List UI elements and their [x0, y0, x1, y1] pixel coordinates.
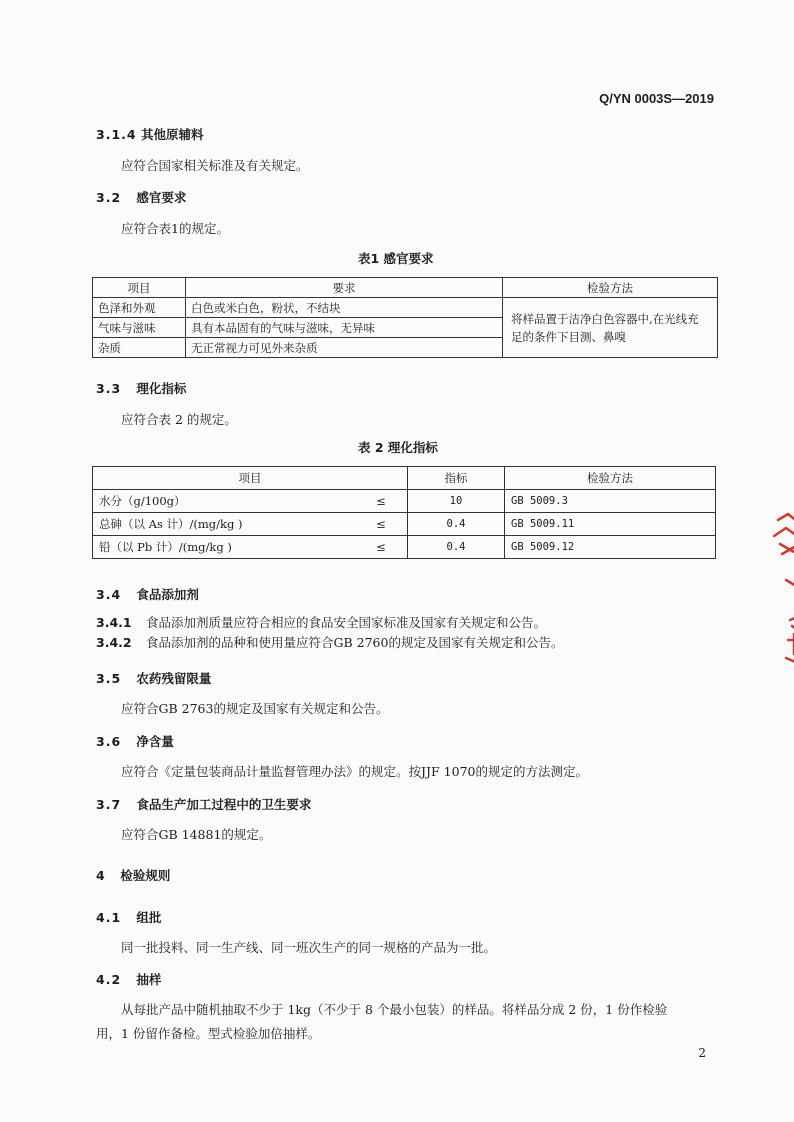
cell-requirement: 无正常视力可见外来杂质	[186, 338, 503, 358]
header-cell: 要求	[186, 278, 503, 298]
table2-caption: 表 2 理化指标	[358, 440, 438, 455]
heading-title: 检验规则	[120, 868, 171, 883]
subclause-number: 3.4.1	[96, 615, 132, 630]
paragraph: 应符合表1的规定。	[121, 221, 229, 236]
table-header-row	[93, 278, 718, 298]
table-1	[92, 277, 718, 358]
heading-number: 4.2	[96, 972, 122, 987]
table-row	[93, 490, 716, 513]
cell-item: 水分（g/100g）	[93, 490, 356, 513]
paragraph: 同一批投料、同一生产线、同一班次生产的同一规格的产品为一批。	[121, 940, 497, 955]
cell-value: 0.4	[408, 513, 505, 536]
paragraph-line: 从每批产品中随机抽取不少于 1kg（不少于 8 个最小包装）的样品。将样品分成 2 份，1 份作检验	[121, 1002, 668, 1017]
cell-operator: ≤	[355, 490, 408, 513]
seal-stroke	[788, 616, 794, 654]
table-row	[93, 298, 718, 318]
cell-operator: ≤	[355, 536, 408, 559]
table1-caption: 表1 感官要求	[358, 251, 434, 266]
heading-title: 食品添加剂	[136, 587, 199, 602]
heading-3-1-4	[96, 125, 203, 143]
table-2	[92, 466, 716, 559]
heading-number: 3.2	[96, 190, 122, 205]
paragraph: 应符合国家相关标准及有关规定。	[121, 158, 309, 173]
cell-item: 杂质	[93, 338, 186, 358]
header-cell: 项目	[93, 467, 408, 490]
header-cell: 项目	[93, 278, 186, 298]
paragraph: 应符合GB 2763的规定及国家有关规定和公告。	[121, 701, 389, 716]
heading-number: 4.1	[96, 910, 122, 925]
cell-requirement: 具有本品固有的气味与滋味，无异味	[186, 318, 503, 338]
seal-stroke	[780, 544, 794, 554]
paragraph: 应符合《定量包装商品计量监督管理办法》的规定。按JJF 1070的规定的方法测定。	[121, 764, 588, 779]
heading-number: 3.5	[96, 671, 122, 686]
subclause-text: 食品添加剂的品种和使用量应符合GB 2760的规定及国家有关规定和公告。	[146, 635, 564, 650]
heading-4-1	[96, 908, 161, 926]
heading-title: 感官要求	[136, 190, 187, 205]
heading-3-2	[96, 188, 186, 206]
header-cell: 检验方法	[503, 278, 718, 298]
subclause-3-4-1	[96, 613, 546, 631]
heading-number: 3.4	[96, 587, 122, 602]
subclause-text: 食品添加剂质量应符合相应的食品安全国家标准及国家有关规定和公告。	[146, 615, 547, 630]
table-header-row	[93, 467, 716, 490]
heading-title: 理化指标	[136, 381, 187, 396]
heading-number: 3.7	[96, 797, 122, 812]
subclause-number: 3.4.2	[96, 635, 132, 650]
paragraph: 应符合表 2 的规定。	[121, 412, 237, 427]
heading-title: 食品生产加工过程中的卫生要求	[136, 797, 312, 812]
subclause-3-4-2	[96, 633, 563, 651]
heading-number: 4	[96, 868, 106, 883]
heading-title: 净含量	[136, 734, 174, 749]
heading-4-2	[96, 970, 161, 988]
heading-4	[96, 866, 170, 884]
seal-stroke	[786, 580, 794, 586]
cell-operator: ≤	[355, 513, 408, 536]
heading-number: 3.1.4	[96, 127, 137, 142]
paragraph-line: 用，1 份留作备检。型式检验加倍抽样。	[96, 1026, 321, 1041]
paragraph: 应符合GB 14881的规定。	[121, 827, 272, 842]
seal-stroke	[778, 514, 794, 522]
heading-title: 其他原辅料	[140, 127, 204, 142]
header-cell: 指标	[408, 467, 505, 490]
heading-3-7	[96, 795, 311, 813]
cell-item: 总砷（以 As 计）/(mg/kg )	[93, 513, 356, 536]
heading-number: 3.3	[96, 381, 122, 396]
cell-method: GB 5009.3	[505, 490, 716, 513]
heading-title: 农药残留限量	[136, 671, 212, 686]
heading-3-4	[96, 585, 199, 603]
cell-method: 将样品置于洁净白色容器中,在光线充足的条件下目测、鼻嗅	[503, 298, 718, 358]
heading-number: 3.6	[96, 734, 122, 749]
cell-item: 色泽和外观	[93, 298, 186, 318]
heading-3-5	[96, 669, 211, 687]
table-row	[93, 513, 716, 536]
cell-method: GB 5009.11	[505, 513, 716, 536]
cell-item: 气味与滋味	[93, 318, 186, 338]
heading-title: 抽样	[136, 972, 162, 987]
document-code: Q/YN 0003S—2019	[599, 91, 714, 106]
cell-method: GB 5009.12	[505, 536, 716, 559]
red-seal-stamp	[760, 508, 794, 668]
page-number: 2	[698, 1046, 706, 1060]
heading-3-6	[96, 732, 174, 750]
cell-requirement: 白色或米白色，粉状，不结块	[186, 298, 503, 318]
cell-item: 铅（以 Pb 计）/(mg/kg )	[93, 536, 356, 559]
heading-3-3	[96, 379, 186, 397]
heading-title: 组批	[136, 910, 162, 925]
table-row	[93, 536, 716, 559]
header-cell: 检验方法	[505, 467, 716, 490]
seal-stroke	[774, 528, 794, 538]
cell-value: 10	[408, 490, 505, 513]
seal-stroke	[786, 658, 794, 664]
cell-value: 0.4	[408, 536, 505, 559]
